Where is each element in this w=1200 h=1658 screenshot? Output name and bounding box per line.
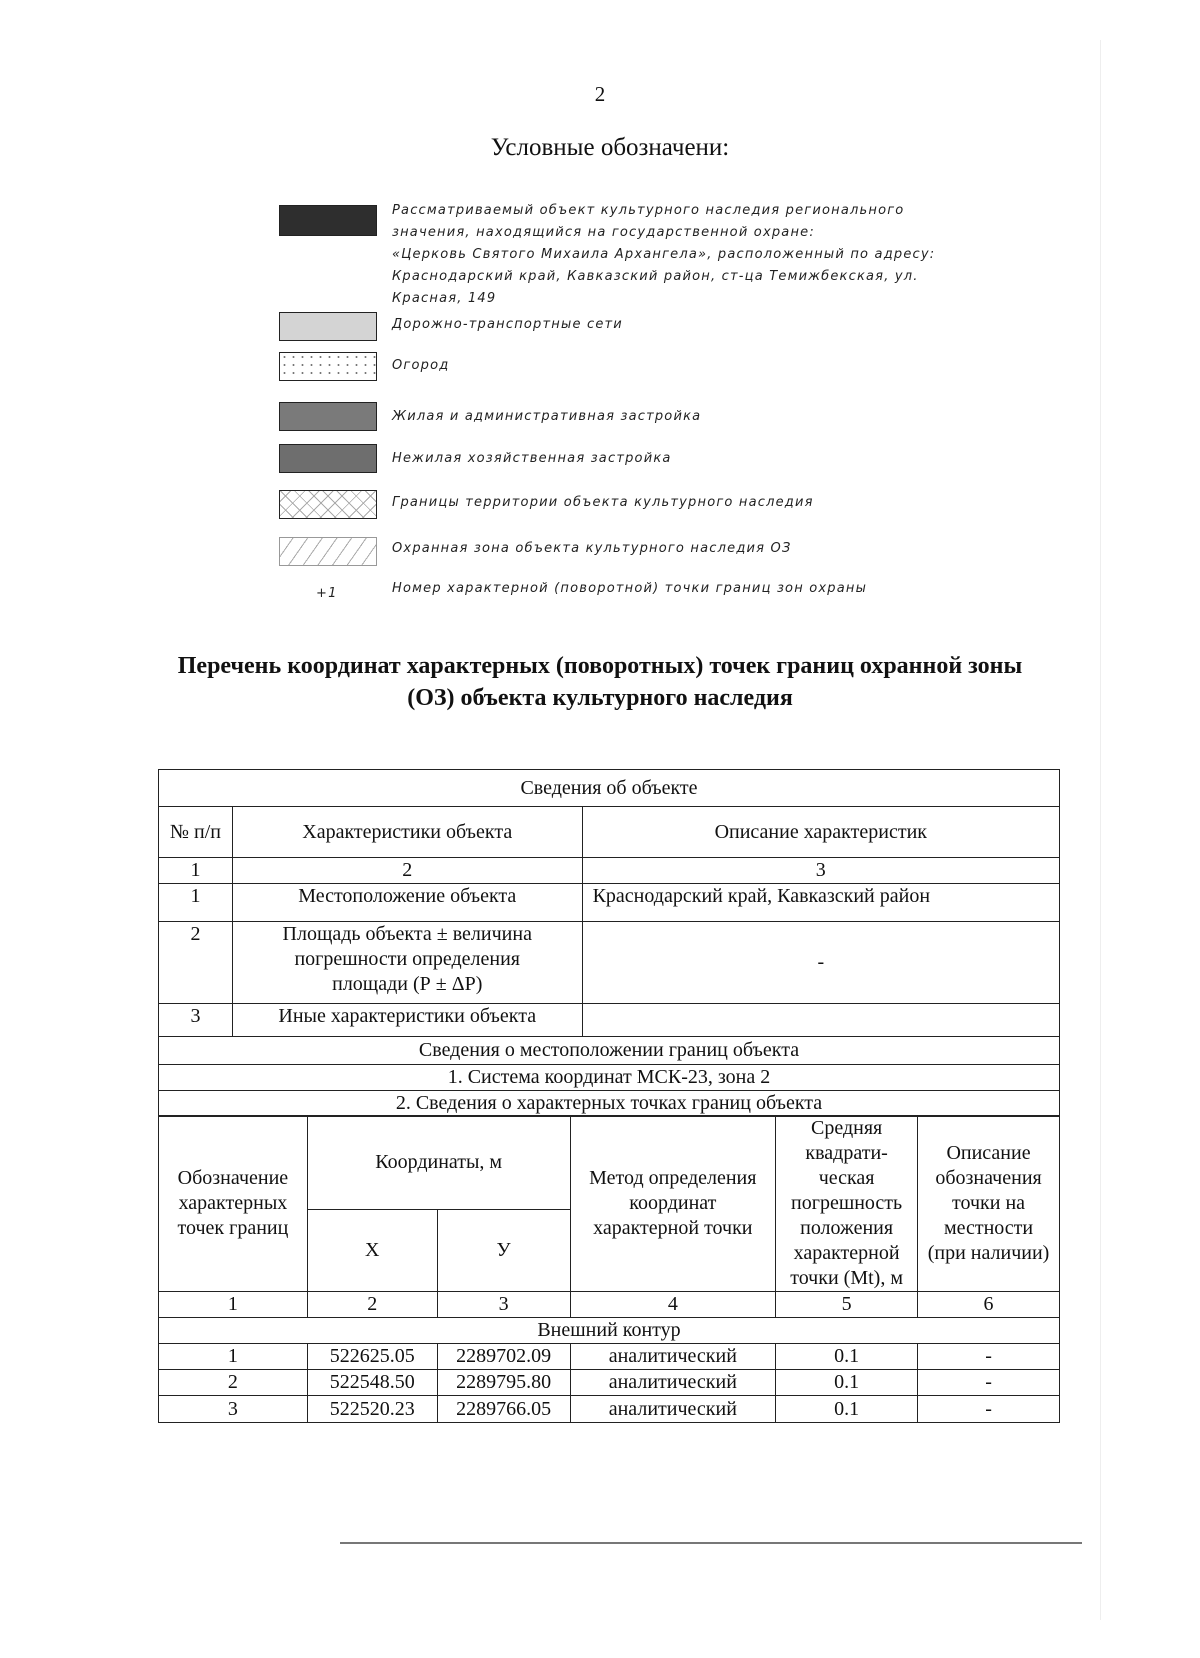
table-row bbox=[159, 1370, 1060, 1396]
header-cell: У bbox=[437, 1209, 570, 1291]
number-cell: 5 bbox=[776, 1292, 918, 1318]
cell: аналитический bbox=[570, 1396, 776, 1423]
header-cell: Описание обозначения точки на местности (при наличии) bbox=[918, 1116, 1060, 1292]
legend-label: Охранная зона объекта культурного наследия ОЗ bbox=[392, 541, 792, 556]
legend-point-symbol: +1 bbox=[316, 586, 338, 601]
legend-label: Дорожно-транспортные сети bbox=[392, 317, 623, 332]
header-cell: Метод определения координат характерной точки bbox=[570, 1116, 776, 1292]
cell: 2 bbox=[159, 922, 233, 1004]
number-cell: 3 bbox=[437, 1292, 570, 1318]
table-row bbox=[159, 884, 1060, 922]
cell: 522520.23 bbox=[307, 1396, 437, 1423]
legend-swatch-residential bbox=[279, 402, 377, 431]
legend-label: Рассматриваемый объект культурного наследия регионального значения, находящийся на государственной охране: «Церковь Святого Михаила Архангела», расположенный по адресу: Краснодарский край, Кавказский район, ст-ца Темижбекская, ул. Красная, 149 bbox=[392, 203, 936, 306]
scan-edge-line bbox=[340, 1542, 1082, 1544]
legend-title: Условные обозначени: bbox=[490, 134, 730, 161]
legend-label: Нежилая хозяйственная застройка bbox=[392, 451, 672, 466]
table-row bbox=[159, 1396, 1060, 1423]
header-cell: Обозначение характерных точек границ bbox=[159, 1116, 308, 1292]
cell: 2289702.09 bbox=[437, 1344, 570, 1370]
number-cell: 6 bbox=[918, 1292, 1060, 1318]
points-table bbox=[158, 1115, 1060, 1423]
cell: 1 bbox=[159, 884, 233, 922]
table-row bbox=[159, 1344, 1060, 1370]
document-heading: Перечень координат характерных (поворотных) точек границ охранной зоны (ОЗ) объекта культурного наследия bbox=[177, 653, 1023, 711]
header-cell: Описание характеристик bbox=[582, 807, 1059, 858]
cell: 3 bbox=[159, 1004, 233, 1037]
cell: 2 bbox=[159, 1370, 308, 1396]
cell: 522548.50 bbox=[307, 1370, 437, 1396]
number-cell: 4 bbox=[570, 1292, 776, 1318]
header-cell: Координаты, м bbox=[307, 1116, 570, 1210]
cell: - bbox=[918, 1344, 1060, 1370]
cell: - bbox=[918, 1396, 1060, 1423]
header-cell: Характеристики объекта bbox=[232, 807, 582, 858]
legend-swatch-territory-border bbox=[279, 490, 377, 519]
legend-label: Огород bbox=[392, 358, 450, 373]
object-table-title: Сведения об объекте bbox=[159, 770, 1060, 807]
header-cell: Средняя квадрати-ческая погрешность положения характерной точки (Mt), м bbox=[776, 1116, 918, 1292]
page-edge bbox=[1100, 40, 1101, 1620]
cell: Краснодарский край, Кавказский район bbox=[582, 884, 1059, 922]
legend-swatch-roads bbox=[279, 312, 377, 341]
cell: 0.1 bbox=[776, 1396, 918, 1423]
cell bbox=[582, 1004, 1059, 1037]
cell: 522625.05 bbox=[307, 1344, 437, 1370]
cell: - bbox=[582, 922, 1059, 1004]
legend-swatch-protection-zone bbox=[279, 537, 377, 566]
object-table bbox=[158, 769, 1060, 1117]
legend-swatch-nonresidential bbox=[279, 444, 377, 473]
legend-label: Границы территории объекта культурного наследия bbox=[392, 495, 814, 510]
cell: 2289766.05 bbox=[437, 1396, 570, 1423]
cell: 0.1 bbox=[776, 1370, 918, 1396]
cell: - bbox=[918, 1370, 1060, 1396]
location-title: Сведения о местоположении границ объекта bbox=[159, 1037, 1060, 1065]
number-cell: 1 bbox=[159, 858, 233, 884]
cell: Площадь объекта ± величина погрешности определения площади (Р ± ΔР) bbox=[232, 922, 582, 1004]
cell: Иные характеристики объекта bbox=[232, 1004, 582, 1037]
cell: Местоположение объекта bbox=[232, 884, 582, 922]
cell: 0.1 bbox=[776, 1344, 918, 1370]
legend-swatch-garden bbox=[279, 352, 377, 381]
cell: 3 bbox=[159, 1396, 308, 1423]
number-cell: 1 bbox=[159, 1292, 308, 1318]
legend-swatch-heritage-object bbox=[279, 205, 377, 236]
header-cell: X bbox=[307, 1209, 437, 1291]
cell: 1 bbox=[159, 1344, 308, 1370]
coordinate-system: 1. Система координат МСК-23, зона 2 bbox=[159, 1065, 1060, 1091]
contour-label: Внешний контур bbox=[159, 1318, 1060, 1344]
cell: 2289795.80 bbox=[437, 1370, 570, 1396]
number-cell: 2 bbox=[232, 858, 582, 884]
cell: аналитический bbox=[570, 1344, 776, 1370]
legend-label: Номер характерной (поворотной) точки границ зон охраны bbox=[392, 581, 868, 596]
number-cell: 3 bbox=[582, 858, 1059, 884]
header-cell: № п/п bbox=[159, 807, 233, 858]
cell: аналитический bbox=[570, 1370, 776, 1396]
page-number: 2 bbox=[594, 82, 606, 106]
legend-label: Жилая и административная застройка bbox=[392, 409, 702, 424]
table-row bbox=[159, 1004, 1060, 1037]
points-title: 2. Сведения о характерных точках границ объекта bbox=[159, 1091, 1060, 1117]
number-cell: 2 bbox=[307, 1292, 437, 1318]
table-row bbox=[159, 922, 1060, 1004]
